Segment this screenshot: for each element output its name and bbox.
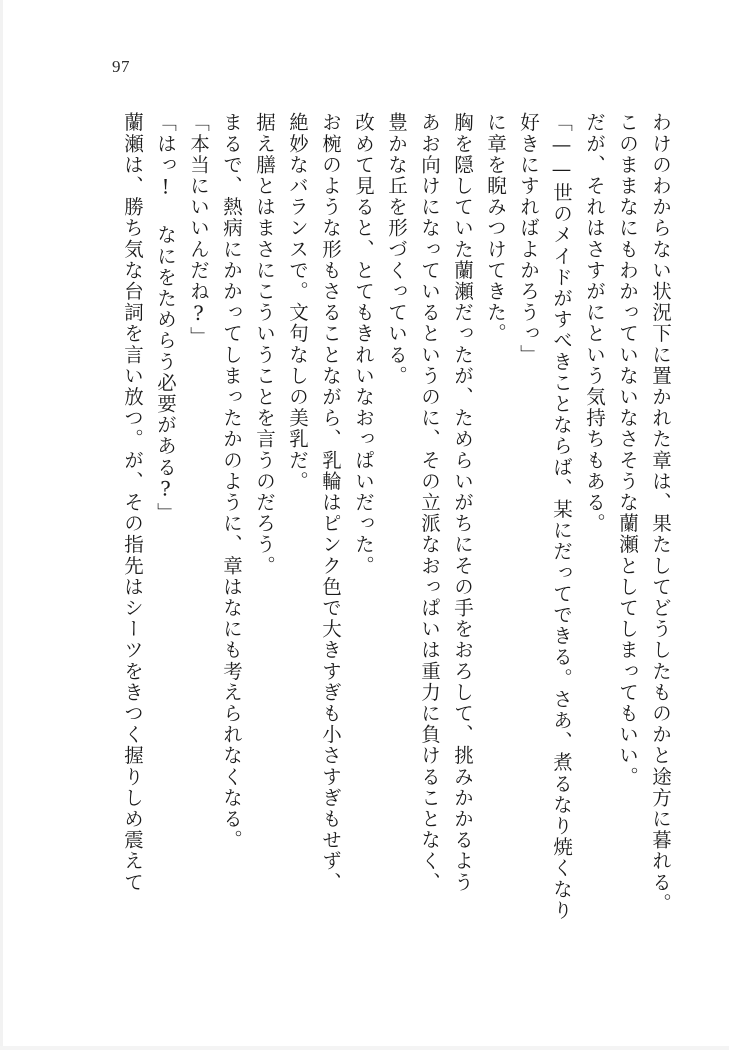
page-number: 97 (112, 57, 130, 76)
text-column: 蘭瀬は、勝ち気な台詞を言い放つ。が、その指先はシーツをきつく握りしめ震えて (121, 112, 144, 893)
text-column: 「本当にいいんだね?」 (187, 112, 210, 348)
text-column: 好きにすればよかろうっ」 (517, 112, 540, 366)
text-column: お椀のような形もさることながら、乳輪はピンク色で大きすぎも小さすぎもせず、 (319, 112, 342, 893)
text-column: 豊かな丘を形づくっている。 (385, 112, 408, 387)
text-column: あお向けになっているというのに、その立派なおっぱいは重力に負けることなく、 (418, 112, 441, 893)
text-column: まるで、熱病にかかってしまったかのように、章はなにも考えられなくなる。 (220, 112, 243, 851)
text-column: だが、それはさすがにという気持ちもある。 (583, 112, 606, 534)
text-column: このままなにもわかっていないなさそうな蘭瀬としてしまってもいい。 (616, 112, 639, 788)
vertical-text-block (70, 112, 670, 972)
page-edge-left (0, 0, 3, 1050)
page-edge-bottom (0, 1046, 729, 1050)
text-column: 「はっ! なにをためらう必要がある?」 (154, 112, 177, 524)
text-column: 絶妙なバランスで。文句なしの美乳だ。 (286, 112, 309, 492)
text-column: に章を睨みつけてきた。 (484, 112, 507, 345)
text-column: 「——世のメイドがすべきことならば、某にだってできる。さあ、煮るなり焼くなり (550, 112, 573, 921)
text-column: 胸を隠していた蘭瀬だったが、ためらいがちにその手をおろして、挑みかかるよう (451, 112, 474, 893)
text-column: わけのわからない状況下に置かれた章は、果たしてどうしたものかと途方に暮れる。 (649, 112, 672, 914)
text-column: 据え膳とはまさにこういうことを言うのだろう。 (253, 112, 276, 577)
text-column: 改めて見ると、とてもきれいなおっぱいだった。 (352, 112, 375, 577)
